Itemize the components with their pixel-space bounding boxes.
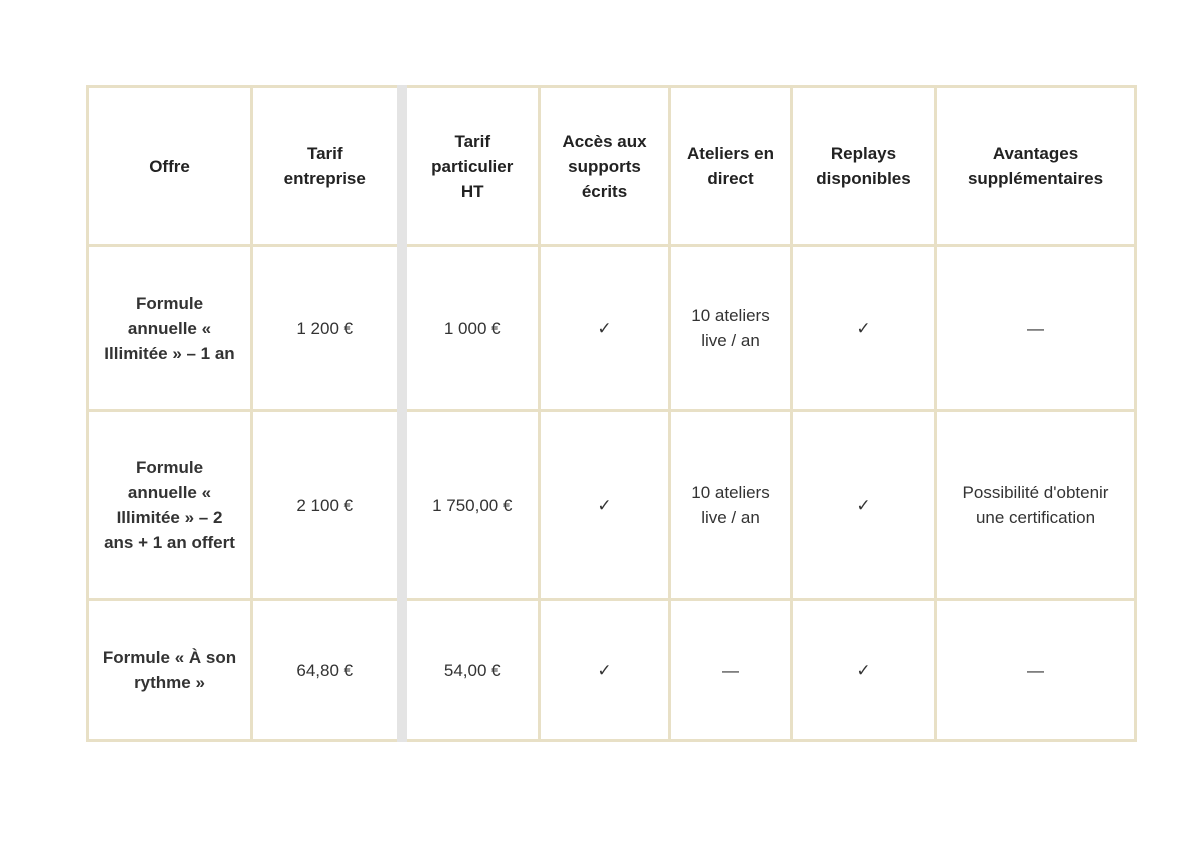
check-icon: ✓ (792, 600, 936, 741)
table-row (88, 411, 1136, 600)
live-workshops-cell: 10 ateliers live / an (670, 411, 792, 600)
header-offer: Offre (88, 87, 252, 246)
header-live-workshops: Ateliers en direct (670, 87, 792, 246)
offer-name-cell: Formule « À son rythme » (88, 600, 252, 741)
offer-name-cell: Formule annuelle « Illimitée » – 2 ans + 1 an offert (88, 411, 252, 600)
check-icon: ✓ (792, 246, 936, 411)
enterprise-price-cell: 2 100 € (252, 411, 402, 600)
extra-benefits-cell: Possibilité d'obtenir une certification (936, 411, 1136, 600)
individual-price-cell: 54,00 € (402, 600, 540, 741)
table-header-row (88, 87, 1136, 246)
live-workshops-cell: 10 ateliers live / an (670, 246, 792, 411)
header-replays: Replays disponibles (792, 87, 936, 246)
extra-benefits-cell: — (936, 600, 1136, 741)
extra-benefits-cell: — (936, 246, 1136, 411)
header-written-materials: Accès aux supports écrits (540, 87, 670, 246)
check-icon: ✓ (540, 246, 670, 411)
check-icon: ✓ (540, 600, 670, 741)
individual-price-cell: 1 000 € (402, 246, 540, 411)
enterprise-price-cell: 64,80 € (252, 600, 402, 741)
check-icon: ✓ (540, 411, 670, 600)
check-icon: ✓ (792, 411, 936, 600)
enterprise-price-cell: 1 200 € (252, 246, 402, 411)
offer-name-cell: Formule annuelle « Illimitée » – 1 an (88, 246, 252, 411)
header-individual-price: Tarif particulier HT (402, 87, 540, 246)
header-extra-benefits: Avantages supplémentaires (936, 87, 1136, 246)
table-row (88, 246, 1136, 411)
pricing-table (86, 85, 1137, 742)
table-row (88, 600, 1136, 741)
live-workshops-cell: — (670, 600, 792, 741)
header-enterprise-price: Tarif entreprise (252, 87, 402, 246)
individual-price-cell: 1 750,00 € (402, 411, 540, 600)
